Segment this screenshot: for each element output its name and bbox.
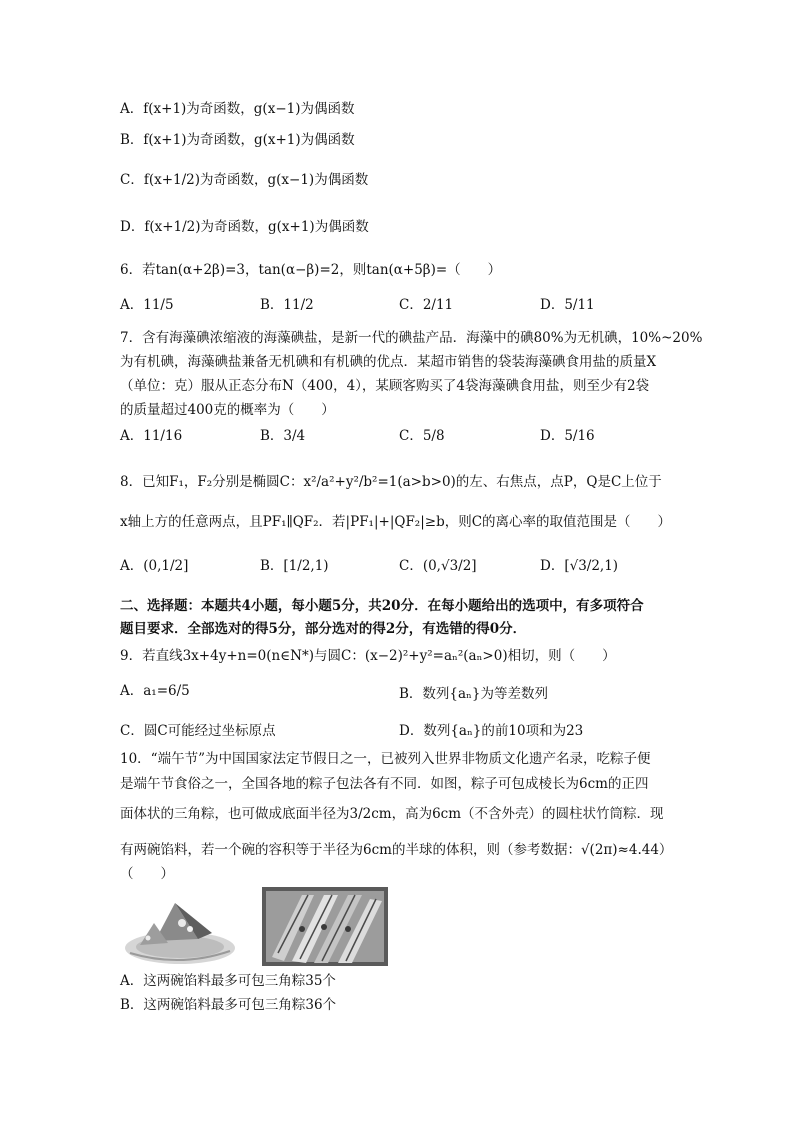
q10-line-5: （ ） bbox=[120, 866, 174, 882]
q7-option-a: A．11/16 bbox=[120, 428, 183, 444]
q5-option-a: A．f(x+1)为奇函数，g(x−1)为偶函数 bbox=[120, 101, 355, 117]
triangular-zongzi-photo bbox=[120, 893, 240, 966]
q9-option-d: D．数列{aₙ}的前10项和为23 bbox=[399, 723, 584, 739]
q6-stem: 6．若tan(α+2β)=3，tan(α−β)=2，则tan(α+5β)=（ ） bbox=[120, 262, 502, 278]
bamboo-tube-zongzi-photo bbox=[262, 887, 388, 966]
q7-line-3: （单位：克）服从正态分布N（400，4），某顾客购买了4袋海藻碘食用盐，则至少有2袋 bbox=[120, 378, 650, 394]
q5-option-c: C．f(x+1/2)为奇函数，g(x−1)为偶函数 bbox=[120, 172, 369, 188]
q7-line-4: 的质量超过400克的概率为（ ） bbox=[120, 402, 335, 418]
q6-option-a: A．11/5 bbox=[120, 297, 174, 313]
q8-option-b: B．[1/2,1) bbox=[260, 558, 329, 574]
q9-option-a: A．a₁=6/5 bbox=[120, 683, 190, 699]
q7-option-d: D．5/16 bbox=[540, 428, 595, 444]
q8-line-2: x轴上方的任意两点，且PF₁∥QF₂．若|PF₁|+|QF₂|≥b，则C的离心率的取值范围是（ ） bbox=[120, 514, 672, 530]
q9-option-c: C．圆C可能经过坐标原点 bbox=[120, 723, 276, 739]
q6-option-b: B．11/2 bbox=[260, 297, 314, 313]
q7-option-c: C．5/8 bbox=[399, 428, 445, 444]
q5-option-d: D．f(x+1/2)为奇函数，g(x+1)为偶函数 bbox=[120, 219, 369, 235]
q8-option-c: C．(0,√3/2] bbox=[399, 558, 477, 574]
q10-option-b: B．这两碗馅料最多可包三角粽36个 bbox=[120, 997, 337, 1013]
q7-line-1: 7．含有海藻碘浓缩液的海藻碘盐，是新一代的碘盐产品．海藻中的碘80%为无机碘，10%~20% bbox=[120, 330, 703, 346]
q9-stem: 9．若直线3x+4y+n=0(n∈N*)与圆C：(x−2)²+y²=aₙ²(aₙ>0)相切，则（ ） bbox=[120, 648, 616, 664]
q6-option-c: C．2/11 bbox=[399, 297, 454, 313]
q7-option-b: B．3/4 bbox=[260, 428, 306, 444]
q8-option-d: D．[√3/2,1) bbox=[540, 558, 619, 574]
q7-line-2: 为有机碘，海藻碘盐兼备无机碘和有机碘的优点．某超市销售的袋装海藻碘食用盐的质量X bbox=[120, 354, 657, 370]
q10-line-4: 有两碗馅料，若一个碗的容积等于半径为6cm的半球的体积，则（参考数据：√(2π)≈4.44） bbox=[120, 842, 673, 858]
section-2-heading-line-1: 二、选择题：本题共4小题，每小题5分，共20分．在每小题给出的选项中，有多项符合 bbox=[120, 598, 644, 614]
q10-line-3: 面体状的三角粽，也可做成底面半径为3/2cm，高为6cm（不含外壳）的圆柱状竹筒粽．现 bbox=[120, 806, 664, 822]
q8-option-a: A．(0,1/2] bbox=[120, 558, 189, 574]
q8-line-1: 8．已知F₁，F₂分别是椭圆C：x²/a²+y²/b²=1(a>b>0)的左、右焦点，点P，Q是C上位于 bbox=[120, 474, 662, 490]
q10-line-1: 10．“端午节”为中国国家法定节假日之一，已被列入世界非物质文化遗产名录，吃粽子便 bbox=[120, 751, 651, 767]
q9-option-b: B．数列{aₙ}为等差数列 bbox=[399, 686, 548, 702]
q6-option-d: D．5/11 bbox=[540, 297, 595, 313]
section-2-heading-line-2: 题目要求．全部选对的得5分，部分选对的得2分，有选错的得0分． bbox=[120, 621, 527, 637]
q10-line-2: 是端午节食俗之一，全国各地的粽子包法各有不同．如图，粽子可包成棱长为6cm的正四 bbox=[120, 776, 649, 792]
q10-option-a: A．这两碗馅料最多可包三角粽35个 bbox=[120, 973, 336, 989]
q5-option-b: B．f(x+1)为奇函数，g(x+1)为偶函数 bbox=[120, 132, 355, 148]
